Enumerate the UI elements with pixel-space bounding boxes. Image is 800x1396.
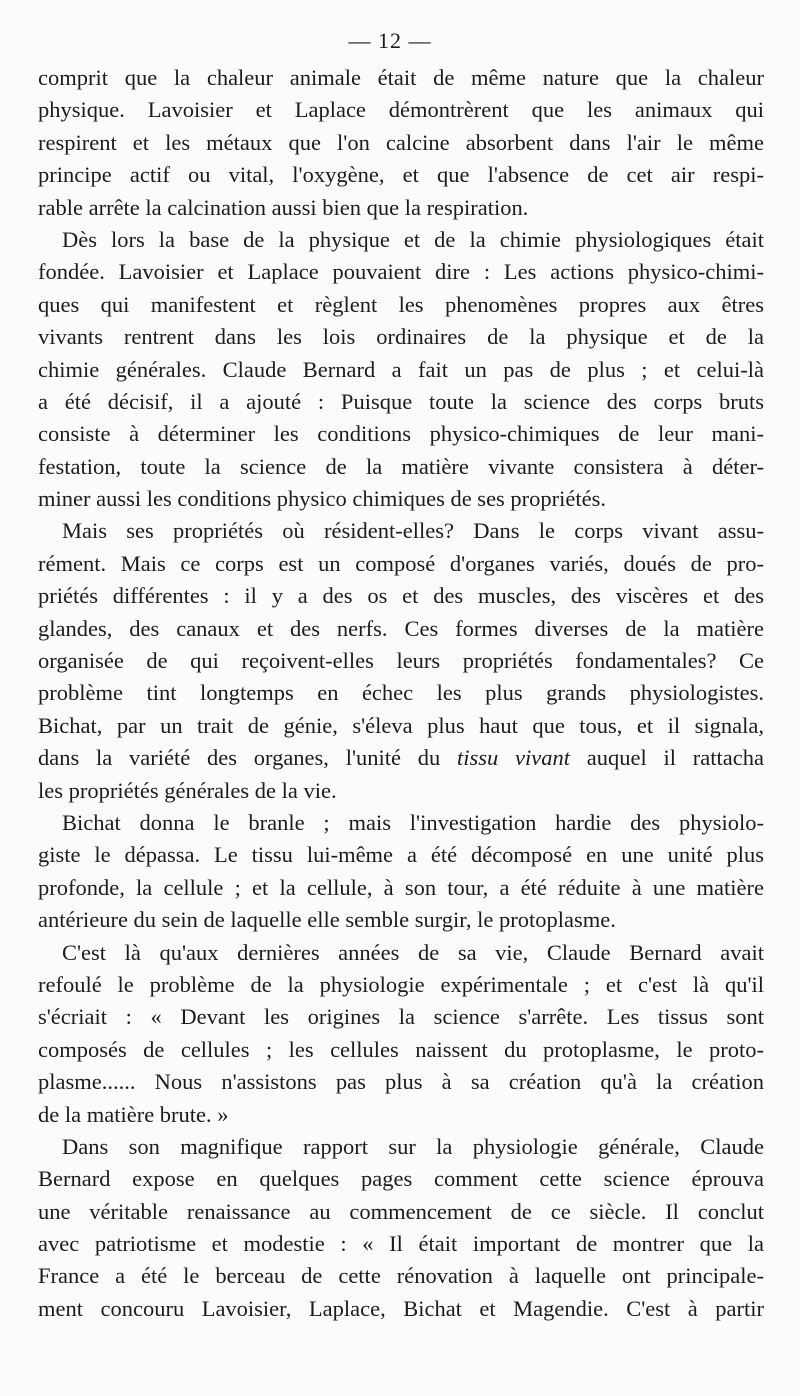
text-line: comprit que la chaleur animale était de même nature que la chaleur [38, 65, 764, 90]
text-line: a été décisif, il a ajouté : Puisque toute la science des corps bruts [38, 388, 764, 414]
text-line: physique. Lavoisier et Laplace démontrèrent que les animaux qui [38, 97, 764, 123]
text-line: miner aussi les conditions physico chimiques de ses propriétés. [38, 486, 607, 512]
text-line: avec patriotisme et modestie : « Il était important de montrer que la [38, 1231, 764, 1257]
paragraph-2 [38, 224, 764, 516]
text-line: une véritable renaissance au commencement de ce siècle. Il conclut [38, 1198, 764, 1224]
text-segment: auquel il rattacha [570, 745, 764, 771]
text-line: de la matière brute. » [38, 1101, 229, 1127]
text-line: refoulé le problème de la physiologie expérimentale ; et c'est là qu'il [38, 971, 764, 997]
paragraph-4 [38, 807, 764, 937]
text-line: Dans son magnifique rapport sur la physiologie générale, Claude [62, 1133, 764, 1159]
text-line: problème tint longtemps en échec les plus grands physiologistes. [38, 680, 764, 706]
text-line: profonde, la cellule ; et la cellule, à son tour, a été réduite à une matière [38, 874, 764, 900]
text-line: rable arrête la calcination aussi bien que la respiration. [38, 194, 529, 220]
paragraph-5 [38, 937, 764, 1131]
text-line: giste le dépassa. Le tissu lui-même a été décomposé en une unité plus [38, 842, 764, 868]
paragraph-1 [38, 62, 764, 224]
text-line-with-italic [38, 742, 764, 774]
italic-term: tissu vivant [457, 745, 571, 771]
text-line: C'est là qu'aux dernières années de sa vie, Claude Bernard avait [62, 939, 764, 965]
text-line: organisée de qui reçoivent-elles leurs propriétés fondamentales? Ce [38, 648, 764, 674]
text-line: Mais ses propriétés où résident-elles? Dans le corps vivant assu- [62, 518, 764, 544]
text-line: respirent et les métaux que l'on calcine absorbent dans l'air le même [38, 129, 764, 155]
text-line: France a été le berceau de cette rénovation à laquelle ont principale- [38, 1263, 764, 1289]
body-text [38, 62, 764, 1325]
text-line: ques qui manifestent et règlent les phenomènes propres aux êtres [38, 291, 764, 317]
text-segment: dans la variété des organes, l'unité du [38, 745, 458, 771]
paragraph-3 [38, 515, 764, 807]
text-line: consiste à déterminer les conditions physico-chimiques de leur mani- [38, 421, 764, 447]
text-line: plasme...... Nous n'assistons pas plus à sa création qu'à la création [38, 1069, 764, 1095]
text-line: ment concouru Lavoisier, Laplace, Bichat et Magendie. C'est à partir [38, 1295, 764, 1321]
text-line: antérieure du sein de laquelle elle semble surgir, le protoplasme. [38, 907, 616, 933]
text-line: Bichat donna le branle ; mais l'investigation hardie des physiolo- [62, 809, 764, 835]
text-line: festation, toute la science de la matière vivante consistera à déter- [38, 453, 764, 479]
text-line: fondée. Lavoisier et Laplace pouvaient dire : Les actions physico-chimi- [38, 259, 764, 285]
text-line: rément. Mais ce corps est un composé d'organes variés, doués de pro- [38, 550, 764, 576]
text-line: les propriétés générales de la vie. [38, 777, 337, 803]
text-line: Bichat, par un trait de génie, s'éleva plus haut que tous, et il signala, [38, 712, 764, 738]
page-number: — 12 — [348, 28, 432, 53]
text-line: glandes, des canaux et des nerfs. Ces formes diverses de la matière [38, 615, 764, 641]
text-line: Bernard expose en quelques pages comment cette science éprouva [38, 1166, 764, 1192]
paragraph-6 [38, 1131, 764, 1325]
text-line: priétés différentes : il y a des os et des muscles, des viscères et des [38, 583, 764, 609]
text-line: composés de cellules ; les cellules naissent du protoplasme, le proto- [38, 1036, 764, 1062]
text-line: s'écriait : « Devant les origines la science s'arrête. Les tissus sont [38, 1004, 764, 1030]
text-line: principe actif ou vital, l'oxygène, et que l'absence de cet air respi- [38, 162, 764, 188]
text-line: vivants rentrent dans les lois ordinaires de la physique et de la [38, 324, 764, 350]
text-line: Dès lors la base de la physique et de la chimie physiologiques était [62, 226, 764, 252]
text-line: chimie générales. Claude Bernard a fait un pas de plus ; et celui-là [38, 356, 764, 382]
